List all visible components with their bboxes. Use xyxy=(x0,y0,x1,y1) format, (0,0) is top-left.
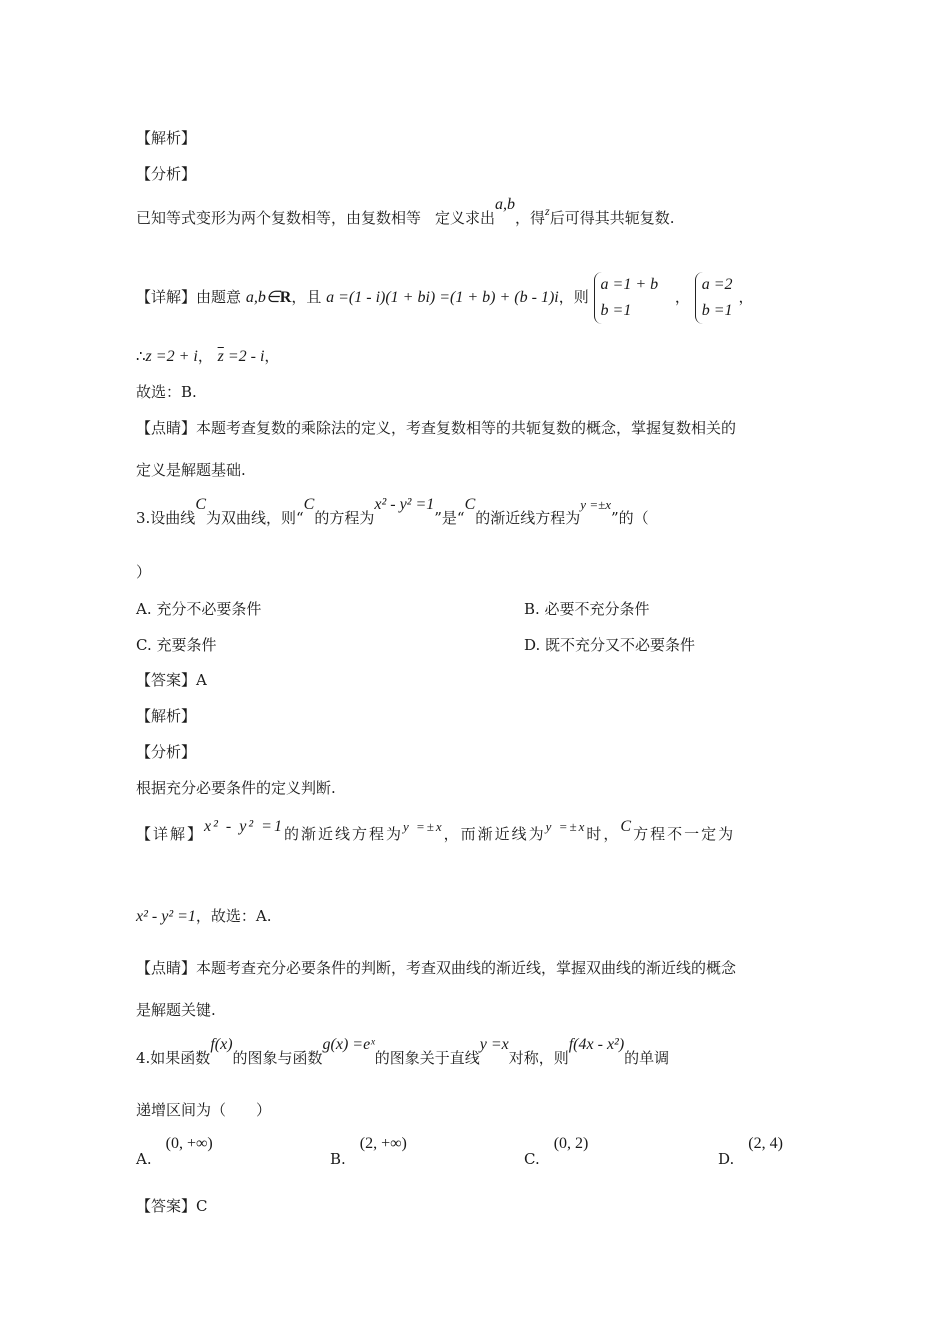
option-c: C. 充要条件 xyxy=(136,636,217,654)
question-3-stem: 3.设曲线C为双曲线，则“C的方程为x² - y² =1”是“C的渐近线方程为y =±x”的（ xyxy=(136,496,649,527)
solution-3-fenxi: 【分析】 xyxy=(136,743,197,761)
solution-3-analysis: 根据充分必要条件的定义判断. xyxy=(136,779,336,797)
solution-2-comment-2: 定义是解题基础. xyxy=(136,461,246,479)
solution-2-detail: 【详解】由题意 a,b∈R，且 a =(1 - i)(1 + bi) =(1 + b) + (b - 1)i，则 a =1 + b b =1 ， a =2 b =1， xyxy=(136,268,754,327)
solution-2-fenxi: 【分析】 xyxy=(136,165,197,183)
option-a: A. 充分不必要条件 xyxy=(136,600,262,618)
solution-2-jiexi: 【解析】 xyxy=(136,129,197,147)
solution-3-detail-2: x² - y² =1，故选：A. xyxy=(136,907,272,925)
solution-3-comment-2: 是解题关键. xyxy=(136,1001,216,1019)
question-3-paren: ） xyxy=(136,563,152,581)
q4-option-b: B.(2, +∞) xyxy=(330,1135,407,1168)
q4-option-d: D.(2, 4) xyxy=(718,1135,783,1168)
equation-system-2: a =2 b =1 xyxy=(695,272,739,324)
solution-3-comment-1: 【点睛】本题考查充分必要条件的判断，考查双曲线的渐近线，掌握双曲线的渐近线的概念 xyxy=(136,959,737,977)
equation-system-1: a =1 + b b =1 xyxy=(594,272,665,324)
question-4-stem: 4.如果函数f(x)的图象与函数g(x) =eˣ的图象关于直线y =x对称，则f(4x - x²)的单调 xyxy=(136,1036,670,1067)
q4-option-c: C.(0, 2) xyxy=(524,1135,589,1168)
solution-2-analysis: 已知等式变形为两个复数相等，由复数相等 定义求出a,b，得$^z$后可得其共轭复数. xyxy=(136,196,675,227)
solution-3-detail: 【详解】x² - y² =1的渐近线方程为y =±x，而渐近线为y =±x时，C方程不一定为 xyxy=(136,818,736,843)
solution-2-conclusion: ∴z =2 + i， $\overline{z} =2 - i$， xyxy=(136,347,280,365)
option-b: B. 必要不充分条件 xyxy=(524,600,650,618)
answer-3: 【答案】A xyxy=(136,671,207,689)
solution-2-comment-1: 【点睛】本题考查复数的乘除法的定义，考查复数相等的共轭复数的概念，掌握复数相关的 xyxy=(136,419,737,437)
question-4-stem-2: 递增区间为（ ） xyxy=(136,1101,272,1119)
q4-option-a: A.(0, +∞) xyxy=(136,1135,213,1168)
answer-4: 【答案】C xyxy=(136,1197,208,1215)
solution-3-jiexi: 【解析】 xyxy=(136,707,197,725)
option-d: D. 既不充分又不必要条件 xyxy=(524,636,696,654)
solution-2-choice: 故选：B. xyxy=(136,383,197,401)
